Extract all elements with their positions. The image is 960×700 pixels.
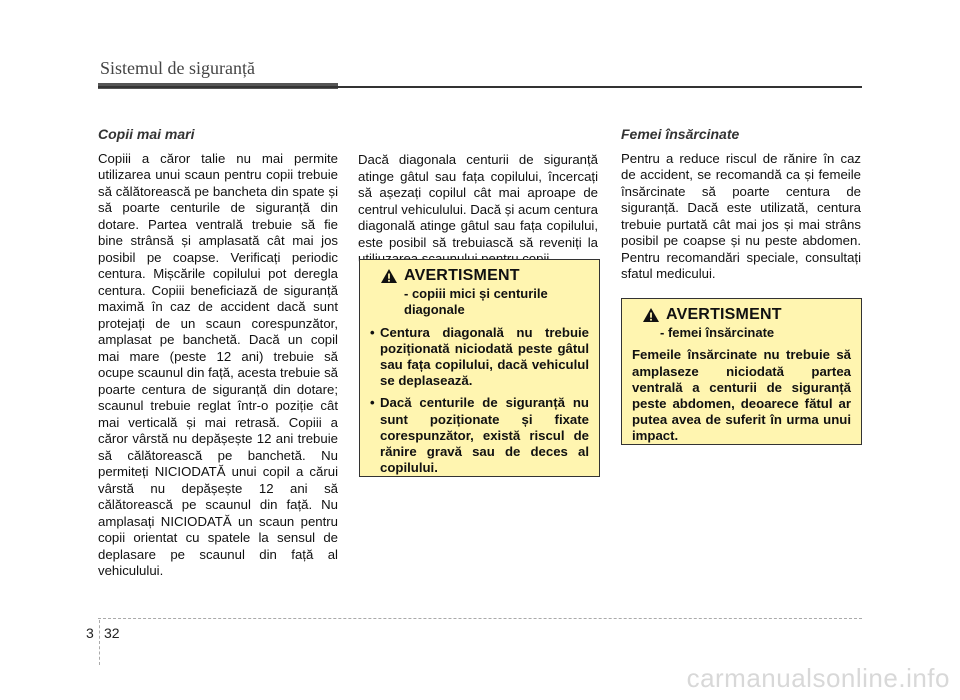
section-title-pregnant-women: Femei însărcinate: [621, 126, 740, 142]
page-chapter-number: 3: [86, 625, 94, 641]
section-title-older-children: Copii mai mari: [98, 126, 195, 142]
warning-triangle-icon: [380, 268, 398, 284]
warning-title: AVERTISMENT: [404, 267, 520, 284]
watermark: carmanualsonline.info: [686, 663, 950, 693]
warning-box-children: [359, 259, 600, 477]
page-number: 32: [104, 625, 120, 641]
page-header-title: Sistemul de siguranță: [100, 58, 255, 78]
warning-subtitle: - femei însărcinate: [660, 325, 775, 341]
footer-vertical-rule: [99, 620, 100, 665]
paragraph-diagonal-belt: Dacă diagonala centurii de siguranță atinge gâtul sau fața copilului, încercați să așezați copilul cât mai aproape de centrul vehiculului. Dacă și acum centura diagonală atinge gâtul sau fața copilului, este posibil să trebuiască să reveniți la: [358, 152, 598, 250]
column-pregnant-women: [621, 126, 861, 283]
paragraph-older-children: Copiii a căror talie nu mai permite utilizarea unui scaun pentru copii trebuie să călătorească pe bancheta din spate și să poarte centurile de siguranță din dotare. Partea ventrală trebuie să fie bine strânsă și amplasată cât mai jos posibil pe coapse. Verificați periodic centura. Mișcările copilului pot deregla centura. Copiii beneficiază de siguranță maximă în caz de accident dacă sunt protejați de un scaun corespunzător, amplasat pe banchetă. Dacă un copil mai mare (peste 12 ani) trebuie să ocupe scaunul din față, acesta trebuie să poarte centura de siguranță din dotare; scaunul trebuie reglat într-o poziție cât mai verticală și mai retrasă. Copiii a căror vârstă nu depășește 12 ani trebuie să călătorească pe banchetă. Nu permiteți NICIODATĂ unui copil a cărui vârstă nu depășește 12 ani să călătorească pe scaunul din față. Nu amplasați NICIODATĂ un scaun pentru copii orientat cu spatele la sensul de deplasare pe scaunul din față al vehiculului.: [98, 150, 338, 578]
warning-header: [642, 307, 851, 323]
warning-text: Femeile însărcinate nu trebuie să amplaseze niciodată partea ventrală a centurii de siguranță peste abdomen, deoarece fătul ar putea avea de suferit în urma unui impact.: [632, 347, 851, 444]
warning-box-pregnant: [621, 298, 862, 445]
column-diagonal-belt: [358, 152, 598, 268]
header-rule-thin: [98, 86, 862, 88]
warning-triangle-icon: [642, 307, 660, 323]
warning-list-item: • Dacă centurile de siguranță nu sunt poziționate și fixate corespunzător, există riscul de rănire gravă sau de deces al copilului.: [370, 395, 589, 476]
footer-rule: [98, 618, 862, 619]
warning-title: AVERTISMENT: [666, 306, 782, 323]
warning-header: [380, 268, 589, 284]
warning-list-item: • Centura diagonală nu trebuie poziționată niciodată peste gâtul sau fața copilului, dacă vehiculul se deplasează.: [370, 325, 589, 390]
warning-list: [370, 325, 589, 477]
paragraph-pregnant-women: Pentru a reduce riscul de rănire în caz de accident, se recomandă ca și femeile însărcinate să poarte centura de siguranță. Dacă este utilizată, centura trebuie purtată cât mai jos și mai strâns posibil pe coapse și nu peste abdomen. Pentru recomandări speciale, consultați sfatul medicului.: [621, 150, 861, 281]
warning-subtitle: - copiii mici și centurile diagonale: [404, 286, 548, 318]
column-children: [98, 126, 338, 580]
